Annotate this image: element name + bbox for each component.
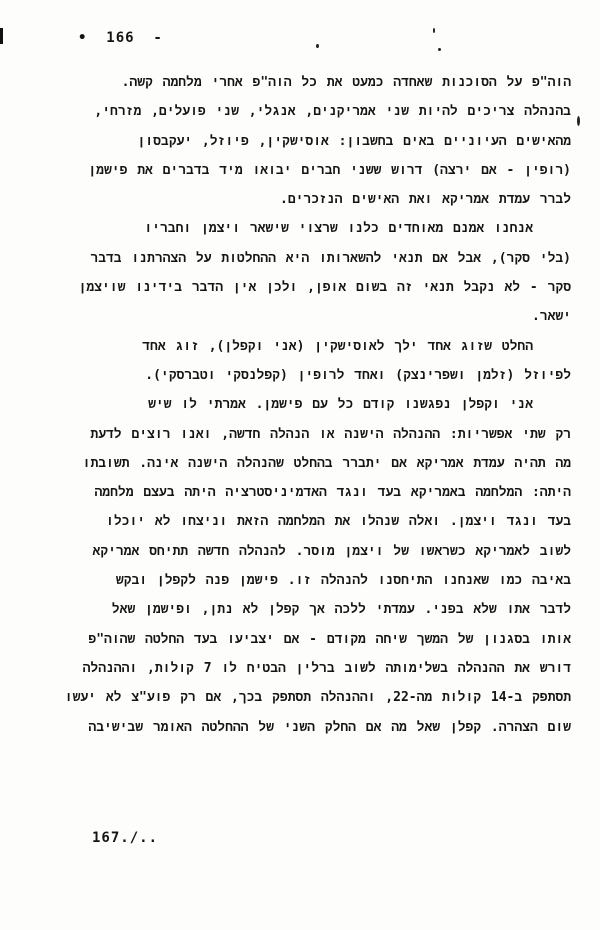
ink-speck [438, 48, 441, 51]
ink-speck [433, 28, 435, 33]
text-line: תסתפק ב-14 קולות מה-22, וההנהלה תסתפק בכך, אם רק פוע"צ לא יעשו [64, 690, 571, 706]
ink-speck [316, 44, 319, 48]
typewritten-text [38, 68, 571, 742]
text-line: (רופין - אם ירצה) דרוש ששני חברים יבואו מיד בדברים את פישמן [88, 162, 571, 178]
text-line: בהנהלה צריכים להיות שני אמריקנים, אנגלי, שני פועלים, מזרחי, [94, 104, 571, 120]
text-line: רק שתי אפשריות: ההנהלה הישנה או הנהלה חדשה, ואנו רוצים לדעת [90, 426, 571, 442]
text-line: אנחנו אמנם מאוחדים כלנו שרצוי שישאר ויצמן וחבריו [144, 221, 533, 237]
binding-mark [0, 28, 3, 44]
text-line: דורש את ההנהלה בשלימותה לשוב ברלין הבטיח לו 7 קולות, וההנהלה [82, 660, 571, 676]
text-line: באיבה כמו שאנחנו התיחסנו להנהלה זו. פישמן פנה לקפלן ובקש [115, 573, 571, 589]
text-line: ישאר. [531, 309, 571, 325]
text-line: לדבר אתו שלא בפני. עמדתי ללכה אך קפלן לא נתן, ופישמן שאל [111, 602, 571, 618]
text-line: בעד ונגד ויצמן. ואלה שנהלו את המלחמה הזאת וניצחו לא יוכלו [106, 514, 571, 530]
text-line: אותו בסגנון של המשך שיחה מקודם - אם יצביעו בעד החלטה שהוה"פ [88, 631, 571, 647]
text-line: שום הצהרה. קפלן שאל מה אם החלק השני של ההחלטה האומר שבישיבה [88, 719, 571, 735]
text-line: אני וקפלן נפגשנו קודם כל עם פישמן. אמרתי לו שיש [148, 397, 533, 413]
text-line: לפיוזל (זלמן ושפרינצק) ואחד לרופין (קפלנסקי וטברסקי). [145, 367, 571, 383]
text-line: מה תהיה עמדת אמריקא אם יתברר בהחלט שהנהלה הישנה אינה. תשובתו [82, 455, 571, 471]
text-line: היתה: המלחמה באמריקא בעד ונגד האדמיניסטרציה היתה בעצם מלחמה [94, 485, 571, 501]
text-line: סקר - לא נקבל תנאי זה בשום אופן, ולכן אין הדבר בידינו שויצמן [78, 280, 571, 296]
text-line: הוה"פ על הסוכנות שאחדה כמעט את כל הוה"פ אחרי מלחמה קשה. [121, 75, 571, 90]
ink-speck [577, 116, 580, 126]
text-line: החלט שזוג אחד ילך לאוסישקין (אני וקפלן), זוג אחד [142, 338, 533, 354]
text-line: לברר עמדת אמריקא ואת האישים הנזכרים. [280, 192, 571, 208]
text-line: מהאישים העיוניים באים בחשבון: אוסישקין, פיוזל, יעקבסון [137, 133, 571, 149]
page-number: • 166 - [78, 30, 163, 46]
text-line: לשוב לאמריקא כשראשו של ויצמן מוסר. להנהלה חדשה תתיחס אמריקא [92, 543, 571, 559]
text-line: (בלי סקר), אבל אם תנאי להשארותו היא ההחלטות על הצהרתנו בדבר [90, 250, 571, 266]
continuation-page-number: 167./.. [92, 830, 159, 846]
